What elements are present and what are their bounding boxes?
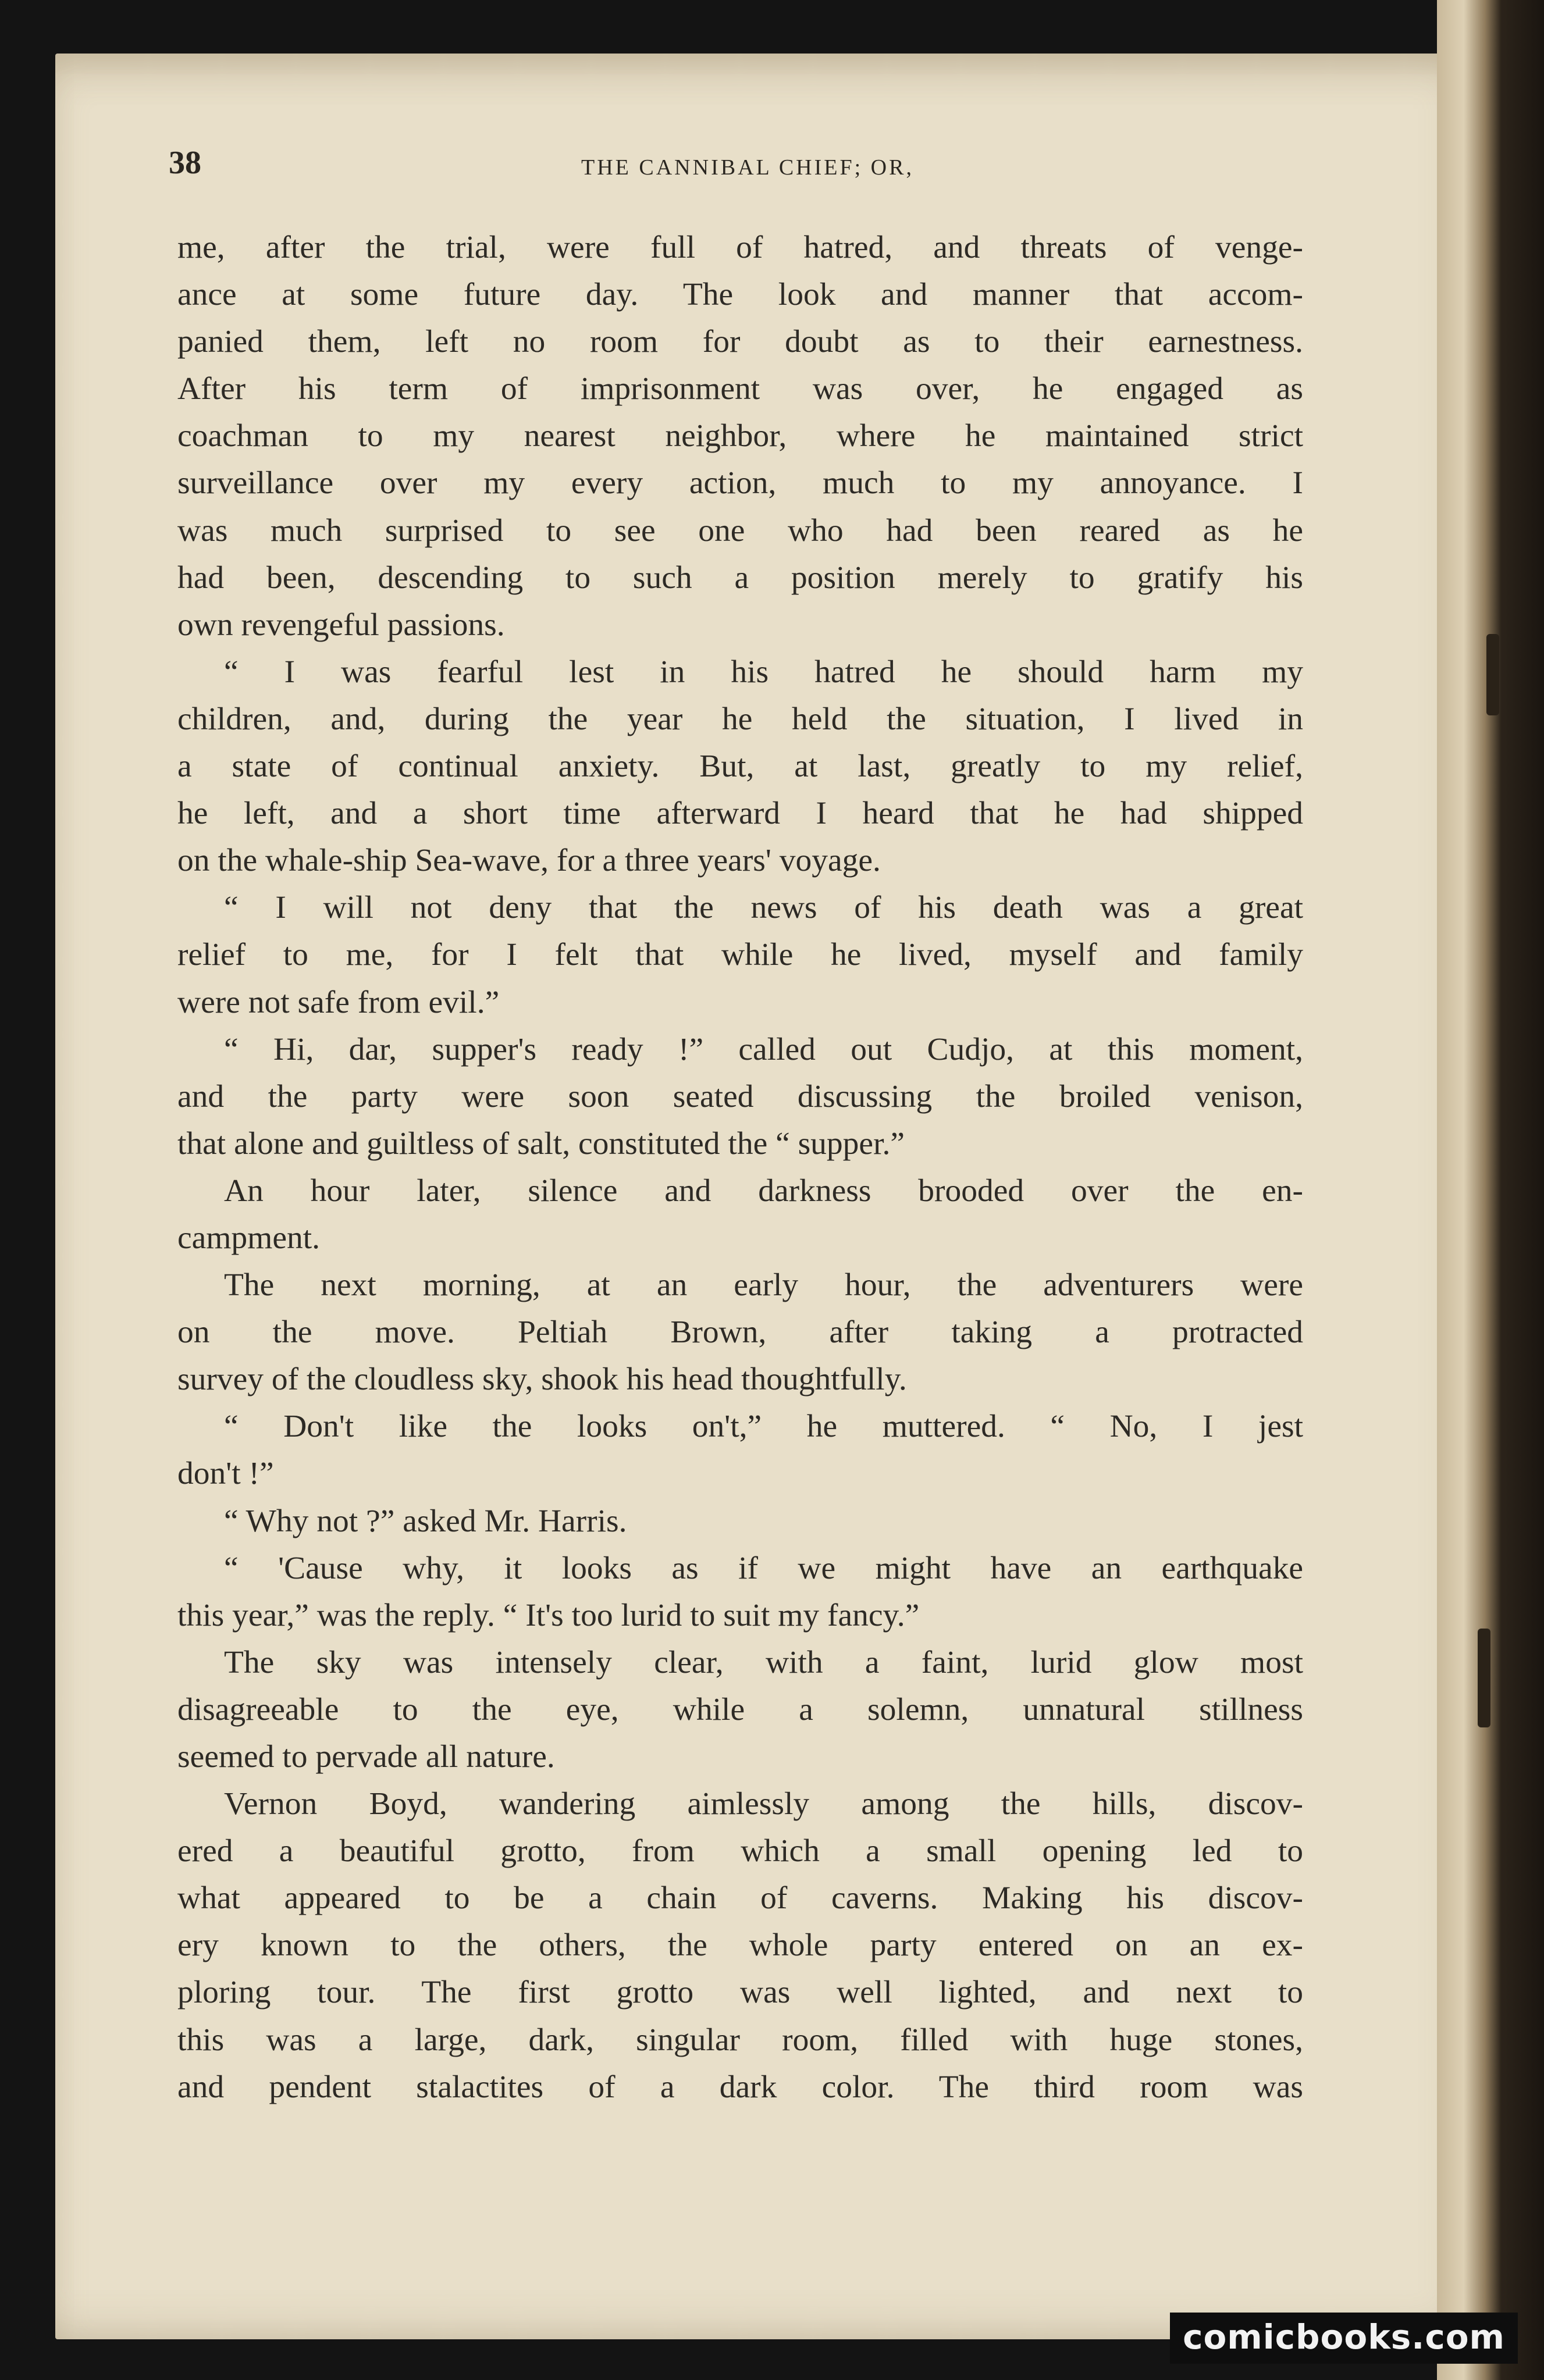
text-line: were not safe from evil.” bbox=[177, 984, 500, 1020]
text-line: ploring tour. The first grotto was well lighted, and next to bbox=[177, 1975, 1303, 2011]
text-line: own revengeful passions. bbox=[177, 607, 505, 643]
text-line: seemed to pervade all nature. bbox=[177, 1739, 555, 1775]
text-line: The next morning, at an early hour, the adventurers were bbox=[224, 1267, 1303, 1303]
text-line: coachman to my nearest neighbor, where he maintained strict bbox=[177, 418, 1303, 454]
book-spine bbox=[1437, 0, 1544, 2380]
text-line: The sky was intensely clear, with a faint, lurid glow most bbox=[224, 1644, 1303, 1680]
text-line: and pendent stalactites of a dark color. The third room was bbox=[177, 2069, 1303, 2105]
text-line: “ Hi, dar, supper's ready !” called out Cudjo, at this moment, bbox=[224, 1031, 1303, 1067]
text-line: panied them, left no room for doubt as to their earnestness. bbox=[177, 324, 1303, 360]
binding-stitch bbox=[1478, 1629, 1490, 1727]
binding-stitch bbox=[1486, 634, 1499, 715]
text-line: ery known to the others, the whole party entered on an ex- bbox=[177, 1927, 1303, 1964]
text-line: “ 'Cause why, it looks as if we might have an earthquake bbox=[224, 1550, 1303, 1586]
page-number: 38 bbox=[169, 145, 201, 181]
text-line: on the whale-ship Sea-wave, for a three years' voyage. bbox=[177, 843, 881, 879]
site-watermark: comicbooks.com bbox=[1170, 2313, 1518, 2364]
text-line: this was a large, dark, singular room, filled with huge stones, bbox=[177, 2022, 1303, 2058]
text-line: survey of the cloudless sky, shook his head thoughtfully. bbox=[177, 1362, 907, 1398]
running-head bbox=[169, 144, 1326, 191]
text-line: was much surprised to see one who had been reared as he bbox=[177, 512, 1303, 548]
body-text bbox=[177, 224, 1303, 2111]
text-line: “ I was fearful lest in his hatred he should harm my bbox=[224, 654, 1303, 690]
text-line: on the move. Peltiah Brown, after taking a protracted bbox=[177, 1314, 1303, 1351]
text-line: “ I will not deny that the news of his death was a great bbox=[224, 890, 1303, 926]
text-line: and the party were soon seated discussing the broiled venison, bbox=[177, 1078, 1303, 1114]
text-line: don't !” bbox=[177, 1456, 274, 1492]
text-line: ered a beautiful grotto, from which a small opening led to bbox=[177, 1833, 1303, 1869]
text-line: a state of continual anxiety. But, at last, greatly to my relief, bbox=[177, 749, 1303, 785]
text-line: children, and, during the year he held the situation, I lived in bbox=[177, 701, 1303, 737]
text-line: “ Why not ?” asked Mr. Harris. bbox=[224, 1503, 627, 1539]
text-line: he left, and a short time afterward I heard that he had shipped bbox=[177, 796, 1303, 832]
text-line: After his term of imprisonment was over, he engaged as bbox=[177, 371, 1303, 407]
text-line: An hour later, silence and darkness brooded over the en- bbox=[224, 1173, 1303, 1209]
text-line: me, after the trial, were full of hatred, and threats of venge- bbox=[177, 230, 1303, 265]
text-line: Vernon Boyd, wandering aimlessly among the hills, discov- bbox=[224, 1786, 1303, 1822]
text-line: relief to me, for I felt that while he lived, myself and family bbox=[177, 937, 1303, 973]
running-title: THE CANNIBAL CHIEF; OR, bbox=[581, 155, 914, 180]
text-line: what appeared to be a chain of caverns. Making his discov- bbox=[177, 1880, 1303, 1916]
text-line: surveillance over my every action, much to my annoyance. I bbox=[177, 465, 1303, 501]
text-line: disagreeable to the eye, while a solemn, unnatural stillness bbox=[177, 1691, 1303, 1727]
text-line: “ Don't like the looks on't,” he muttered. “ No, I jest bbox=[224, 1409, 1303, 1445]
text-line: had been, descending to such a position merely to gratify his bbox=[177, 560, 1303, 596]
text-line: this year,” was the reply. “ It's too lurid to suit my fancy.” bbox=[177, 1597, 920, 1633]
text-line: that alone and guiltless of salt, constituted the “ supper.” bbox=[177, 1125, 905, 1162]
text-line: ance at some future day. The look and manner that accom- bbox=[177, 277, 1303, 313]
text-line: campment. bbox=[177, 1220, 321, 1256]
